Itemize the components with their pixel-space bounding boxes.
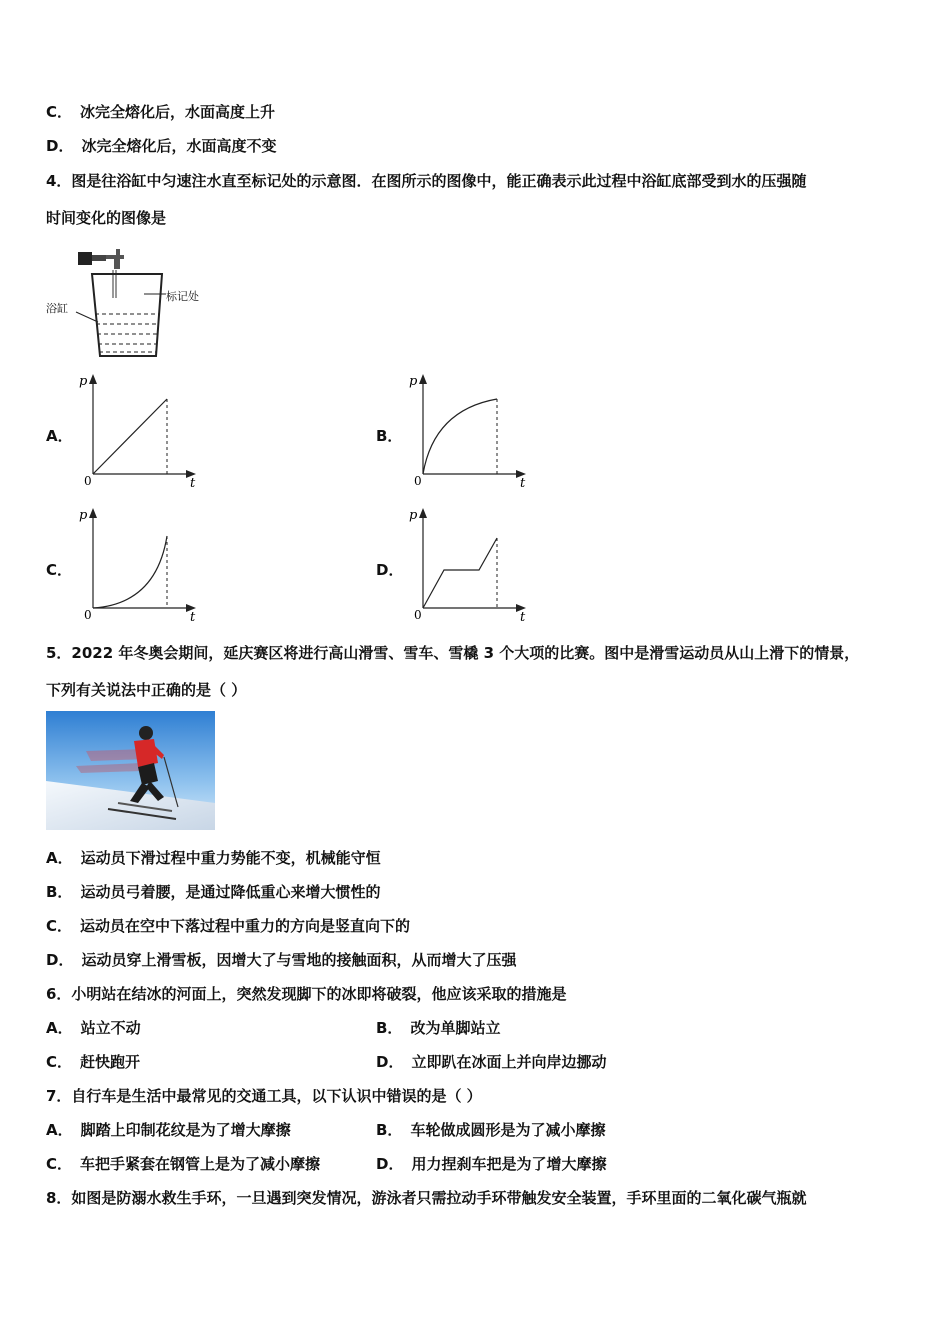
q6-stem: 6．小明站在结冰的河面上，突然发现脚下的冰即将破裂，他应该采取的措施是 bbox=[46, 985, 567, 1003]
q6-option-d: D． 立即趴在冰面上并向岸边挪动 bbox=[376, 1053, 607, 1071]
q3-option-c: C． 冰完全熔化后，水面高度上升 bbox=[46, 103, 276, 121]
q7-option-a: A． 脚踏上印制花纹是为了增大摩擦 bbox=[46, 1121, 291, 1139]
graph-b-axis-y: p bbox=[409, 374, 418, 389]
q6-option-a: A． 站立不动 bbox=[46, 1019, 141, 1037]
faucet-valve-icon bbox=[78, 252, 92, 265]
graph-b-curve bbox=[423, 399, 497, 474]
q5-stem-line1: 5．2022 年冬奥会期间，延庆赛区将进行高山滑雪、雪车、雪橇 3 个大项的比赛。图中是滑雪运动员从山上滑下的情景， bbox=[46, 644, 860, 662]
graph-a-origin: 0 bbox=[84, 474, 92, 488]
graph-c bbox=[74, 504, 204, 624]
q5-stem-line2: 下列有关说法中正确的是（ ） bbox=[46, 681, 247, 699]
q8-stem: 8．如图是防溺水救生手环，一旦遇到突发情况，游泳者只需拉动手环带触发安全装置，手环里面的二氧化碳气瓶就 bbox=[46, 1189, 807, 1207]
graph-b-origin: 0 bbox=[414, 474, 422, 488]
skier-helmet-icon bbox=[139, 726, 153, 740]
q5-option-b: B． 运动员弓着腰，是通过降低重心来增大惯性的 bbox=[46, 883, 381, 901]
graph-d-axis-x: t bbox=[520, 610, 526, 624]
q6-option-c: C． 赶快跑开 bbox=[46, 1053, 141, 1071]
graph-d bbox=[404, 504, 534, 624]
graph-c-label: C． bbox=[46, 561, 73, 579]
q7-stem: 7．自行车是生活中最常见的交通工具，以下认识中错误的是（ ） bbox=[46, 1087, 482, 1105]
graph-d-label: D． bbox=[376, 561, 404, 579]
q7-option-d: D． 用力捏刹车把是为了增大摩擦 bbox=[376, 1155, 607, 1173]
graph-d-curve bbox=[423, 538, 497, 608]
bathtub-label: 浴缸 bbox=[46, 302, 68, 315]
q4-stem-line1: 4．图是往浴缸中匀速注水直至标记处的示意图．在图所示的图像中，能正确表示此过程中浴缸底部受到水的压强随 bbox=[46, 172, 807, 190]
faucet-icon bbox=[106, 249, 124, 269]
graph-c-axis-y: p bbox=[79, 508, 88, 523]
graph-d-axis-y: p bbox=[409, 508, 418, 523]
graph-a-axis-x: t bbox=[190, 476, 196, 490]
graph-b-axis-x: t bbox=[520, 476, 526, 490]
graph-b bbox=[404, 370, 534, 490]
graph-c-origin: 0 bbox=[84, 608, 92, 622]
q3-option-d: D． 冰完全熔化后，水面高度不变 bbox=[46, 137, 277, 155]
graph-a-label: A． bbox=[46, 427, 73, 445]
q4-stem-line2: 时间变化的图像是 bbox=[46, 209, 167, 227]
graph-b-label: B． bbox=[376, 427, 403, 445]
q5-option-c: C． 运动员在空中下落过程中重力的方向是竖直向下的 bbox=[46, 917, 411, 935]
q5-option-a: A． 运动员下滑过程中重力势能不变，机械能守恒 bbox=[46, 849, 381, 867]
graph-a-curve bbox=[93, 399, 167, 474]
q6-option-b: B． 改为单脚站立 bbox=[376, 1019, 501, 1037]
q7-option-c: C． 车把手紧套在钢管上是为了减小摩擦 bbox=[46, 1155, 321, 1173]
graph-c-axis-x: t bbox=[190, 610, 196, 624]
graph-a bbox=[74, 370, 204, 490]
q5-option-d: D． 运动员穿上滑雪板，因增大了与雪地的接触面积，从而增大了压强 bbox=[46, 951, 517, 969]
graph-d-origin: 0 bbox=[414, 608, 422, 622]
graph-c-curve bbox=[93, 536, 167, 608]
mark-label: 标记处 bbox=[166, 290, 199, 303]
graph-a-axis-y: p bbox=[79, 374, 88, 389]
q7-option-b: B． 车轮做成圆形是为了减小摩擦 bbox=[376, 1121, 606, 1139]
skier-photo bbox=[46, 711, 215, 830]
